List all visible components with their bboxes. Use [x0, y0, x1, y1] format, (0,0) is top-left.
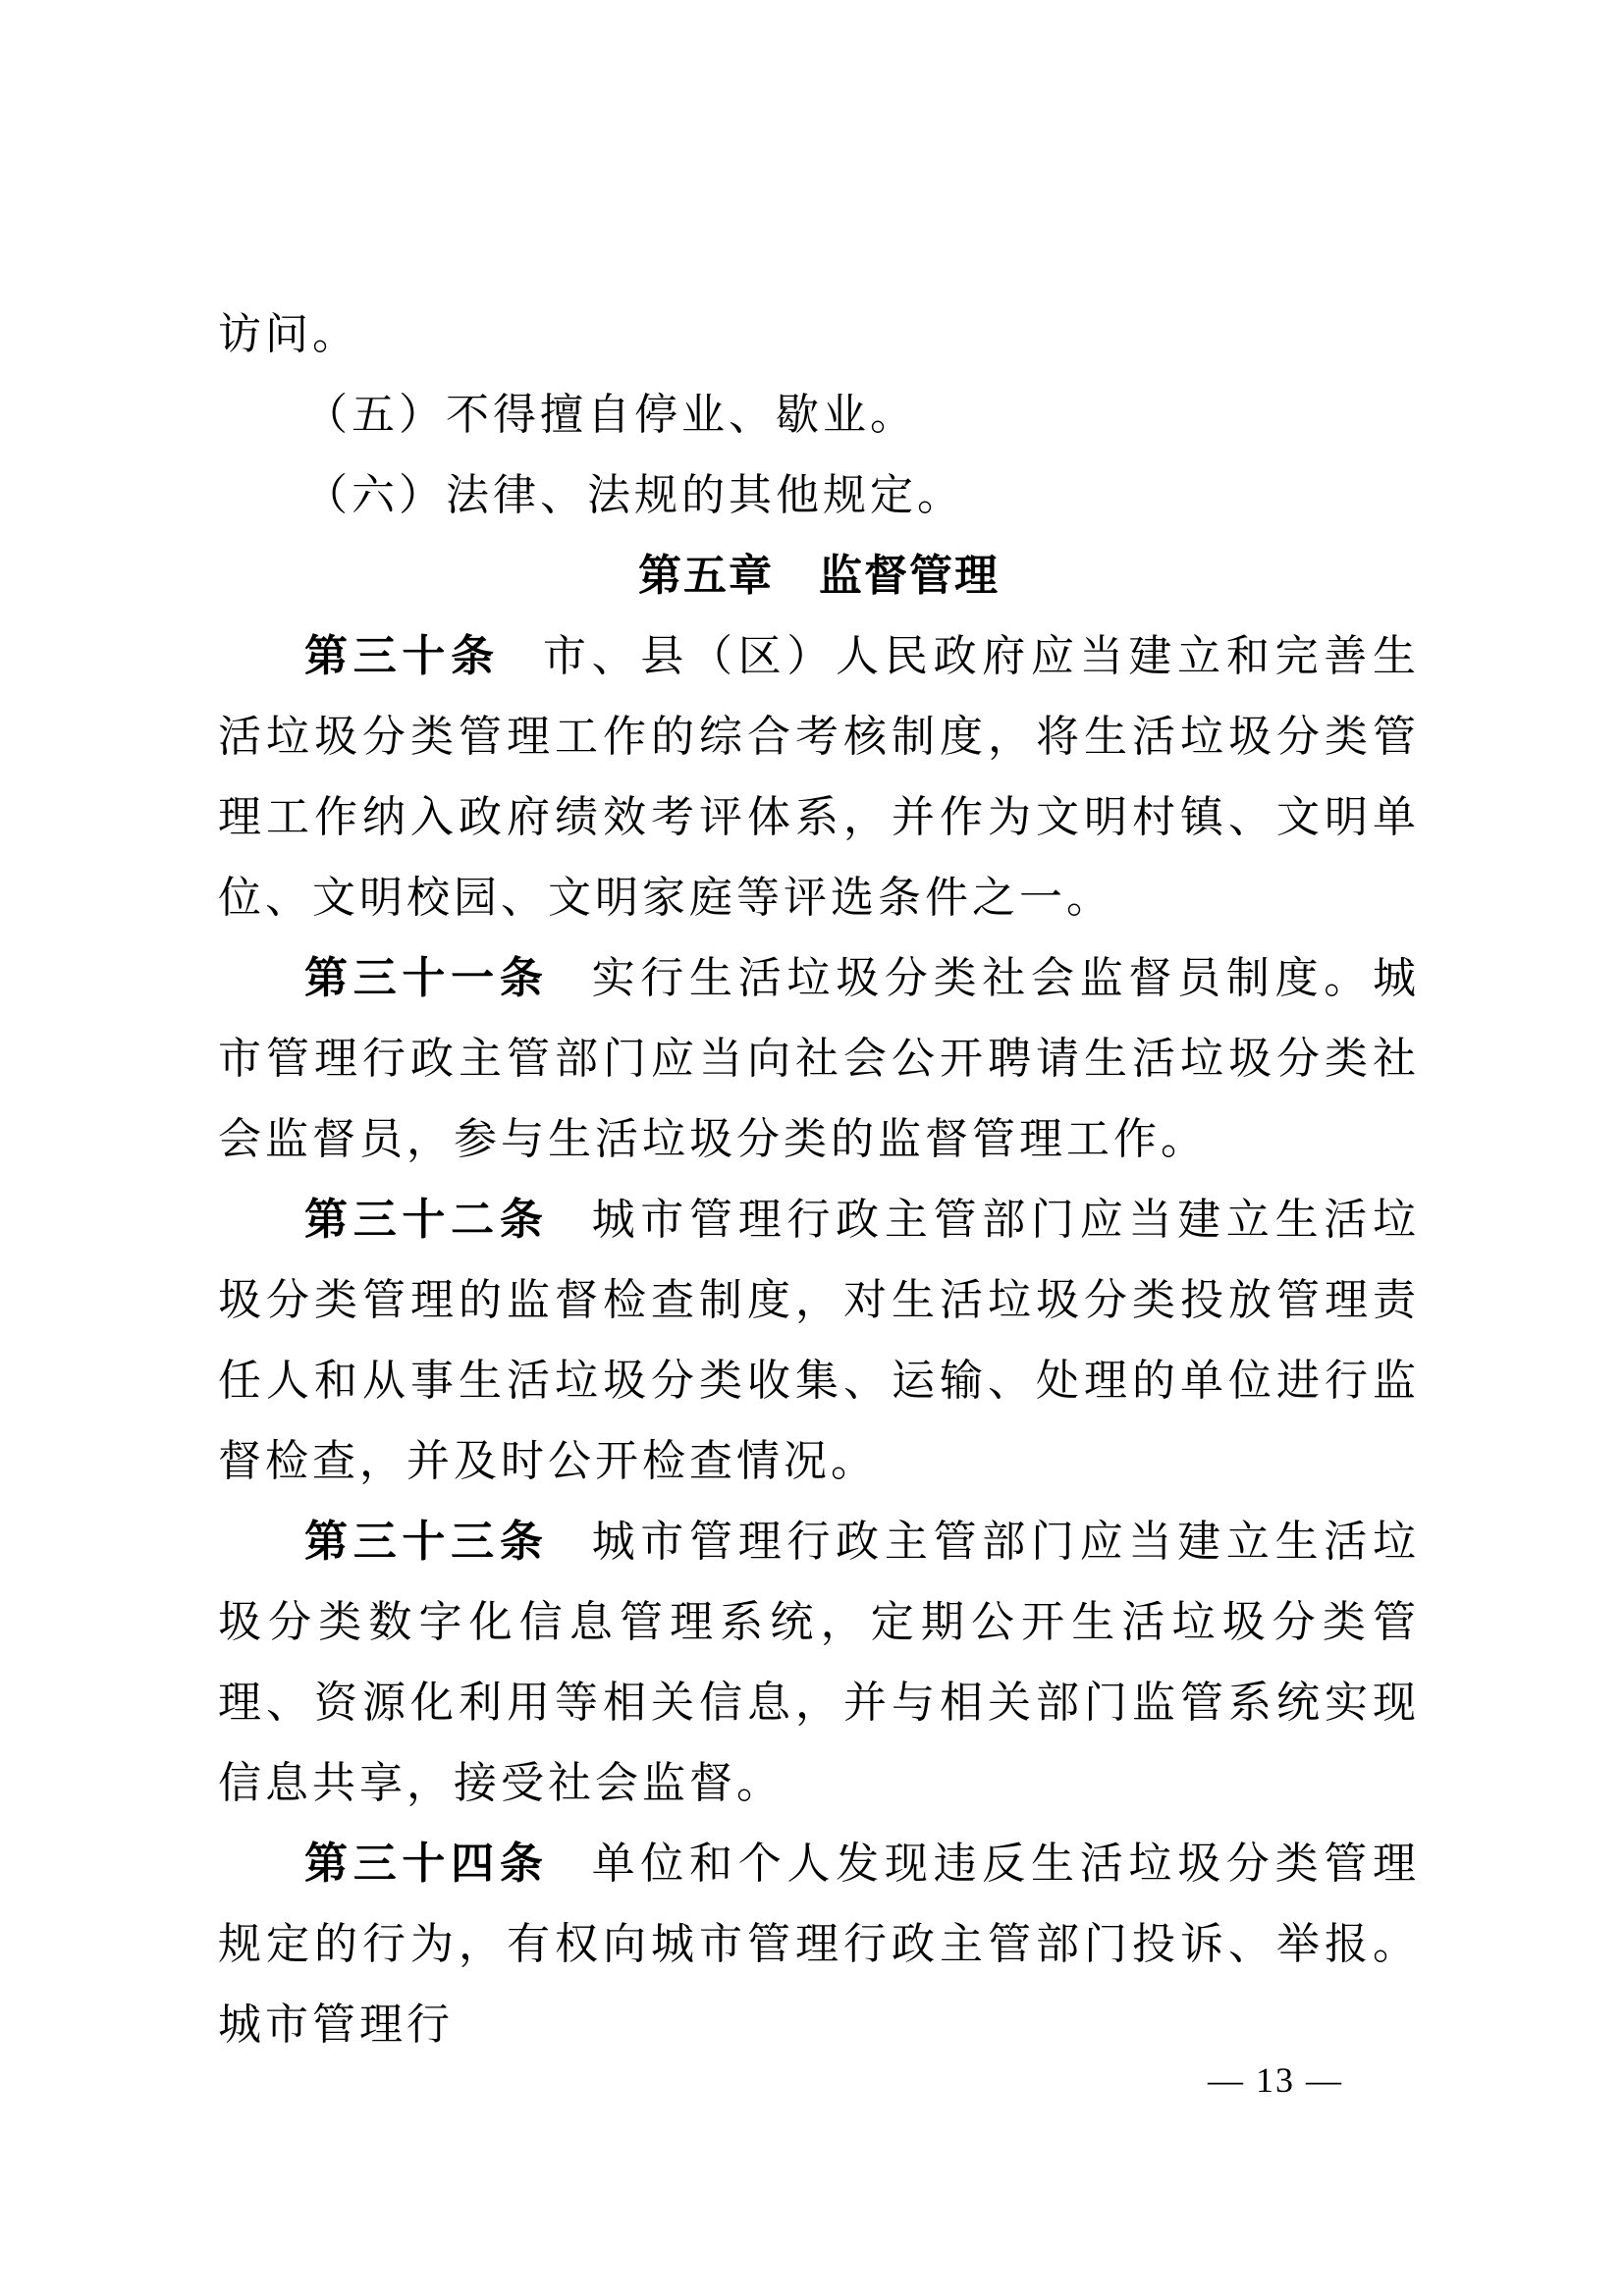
chapter-heading: 第五章 监督管理 [638, 551, 1000, 601]
continuation-line: 访问。 [218, 309, 359, 359]
article-33 [218, 1502, 1420, 1824]
article-text: 城市管理行政主管部门应当建立生活垃圾分类管理的监督检查制度，对生活垃圾分类投放管理责任人和从事生活垃圾分类收集、运输、处理的单位进行监督检查，并及时公开检查情况。 [218, 1195, 1421, 1486]
article-32 [218, 1180, 1420, 1502]
article-text: 单位和个人发现违反生活垃圾分类管理规定的行为，有权向城市管理行政主管部门投诉、举报。城市管理行 [218, 1839, 1421, 2050]
article-text: 市、县（区）人民政府应当建立和完善生活垃圾分类管理工作的综合考核制度，将生活垃圾分类管理工作纳入政府绩效考评体系，并作为文明村镇、文明单位、文明校园、文明家庭等评选条件之一。 [218, 631, 1421, 923]
document-page [218, 294, 1420, 2065]
item-six: （六）法律、法规的其他规定。 [304, 470, 964, 520]
article-number: 第三十一条 [304, 953, 549, 1003]
article-number: 第三十四条 [304, 1839, 549, 1889]
article-number: 第三十三条 [304, 1517, 549, 1567]
article-34 [218, 1824, 1420, 2065]
article-text: 城市管理行政主管部门应当建立生活垃圾分类数字化信息管理系统，定期公开生活垃圾分类管理、资源化利用等相关信息，并与相关部门监管系统实现信息共享，接受社会监督。 [218, 1517, 1421, 1808]
article-text: 实行生活垃圾分类社会监督员制度。城市管理行政主管部门应当向社会公开聘请生活垃圾分类社会监督员，参与生活垃圾分类的监督管理工作。 [218, 953, 1421, 1164]
page-number: — 13 — [1208, 2060, 1343, 2100]
article-30 [218, 616, 1420, 938]
article-number: 第三十条 [304, 631, 500, 681]
article-31 [218, 938, 1420, 1180]
item-five: （五）不得擅自停业、歇业。 [304, 390, 917, 440]
article-number: 第三十二条 [304, 1195, 549, 1245]
